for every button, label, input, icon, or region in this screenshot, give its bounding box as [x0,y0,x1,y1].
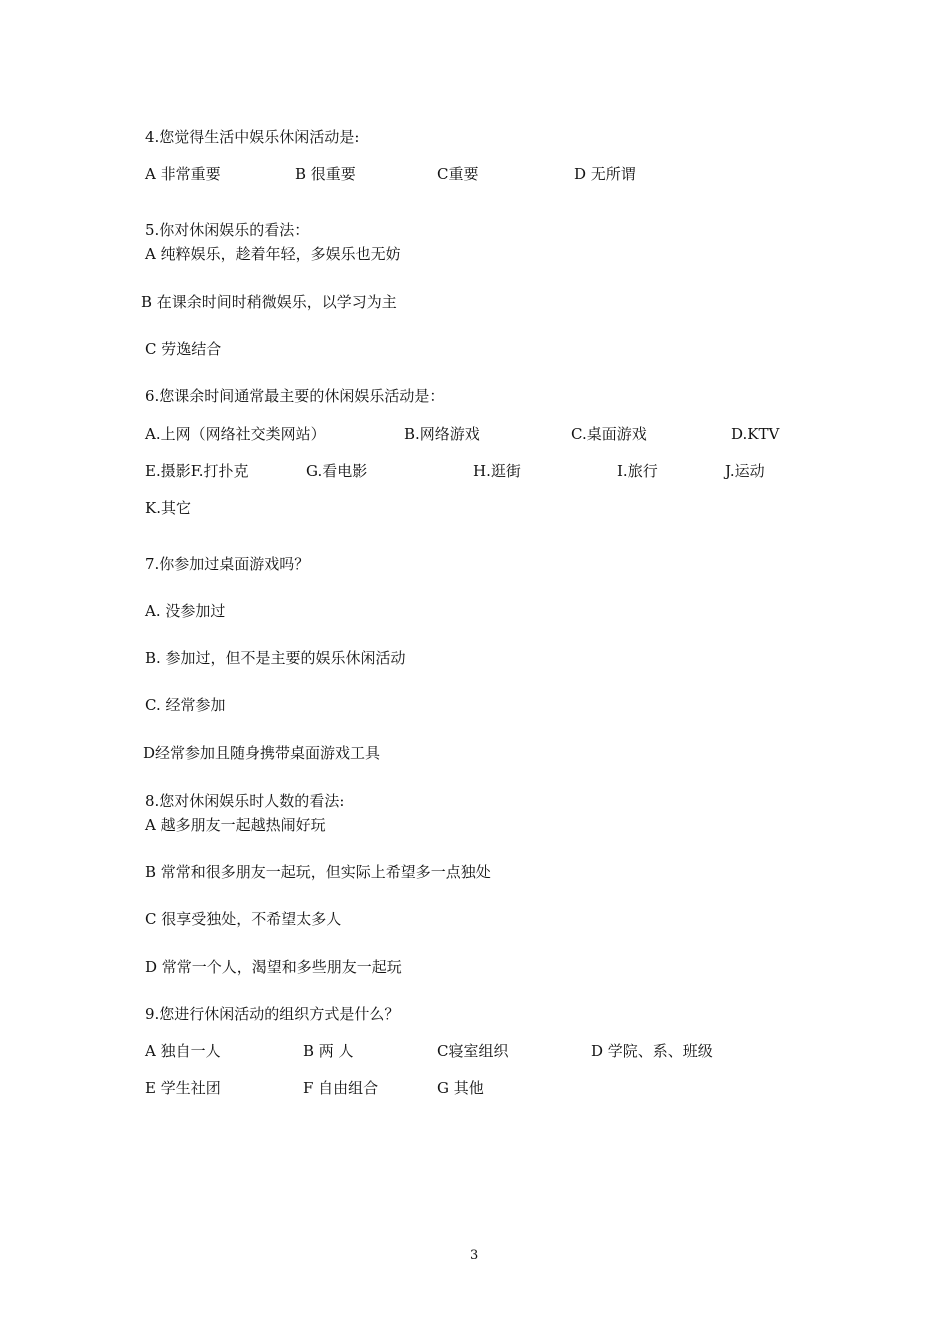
q7-option-b: B. 参加过，但不是主要的娱乐休闲活动 [145,649,406,667]
q6-option-g: G.看电影 [306,462,368,480]
question-8-title: 8.您对休闲娱乐时人数的看法: [145,792,345,810]
q7-option-c: C. 经常参加 [145,696,226,714]
q9-option-b: B 两 人 [303,1042,354,1060]
question-5-title: 5.你对休闲娱乐的看法： [145,221,310,239]
q4-option-c: C重要 [437,165,479,183]
q6-option-j: J.运动 [725,462,765,480]
q7-option-a: A. 没参加过 [145,602,226,620]
q4-option-d: D 无所谓 [574,165,636,183]
q5-option-b: B 在课余时间时稍微娱乐，以学习为主 [141,293,397,311]
q9-option-e: E 学生社团 [145,1079,221,1097]
q9-option-c: C寝室组织 [437,1042,509,1060]
q6-option-h: H.逛街 [473,462,521,480]
question-7-title: 7.你参加过桌面游戏吗？ [145,555,310,573]
q4-option-b: B 很重要 [295,165,356,183]
q9-option-d: D 学院、系、班级 [591,1042,713,1060]
page-number: 3 [470,1248,479,1263]
q7-option-d: D经常参加且随身携带桌面游戏工具 [143,744,381,762]
q9-option-g: G 其他 [437,1079,484,1097]
q8-option-a: A 越多朋友一起越热闹好玩 [145,816,326,834]
q6-option-k: K.其它 [145,499,191,517]
question-6-title: 6.您课余时间通常最主要的休闲娱乐活动是： [145,387,445,405]
q6-option-a: A.上网（网络社交类网站） [145,425,326,443]
q8-option-d: D 常常一个人，渴望和多些朋友一起玩 [145,958,402,976]
q5-option-c: C 劳逸结合 [145,340,222,358]
q9-option-f: F 自由组合 [303,1079,379,1097]
q6-option-e-f: E.摄影F.打扑克 [145,462,249,480]
q6-option-i: I.旅行 [617,462,658,480]
q6-option-c: C.桌面游戏 [571,425,647,443]
question-9-title: 9.您进行休闲活动的组织方式是什么？ [145,1005,400,1023]
q8-option-c: C 很享受独处，不希望太多人 [145,910,342,928]
q4-option-a: A 非常重要 [145,165,221,183]
question-4-title: 4.您觉得生活中娱乐休闲活动是: [145,128,360,146]
q5-option-a: A 纯粹娱乐，趁着年轻，多娱乐也无妨 [145,245,401,263]
q6-option-d: D.KTV [731,425,780,443]
q9-option-a: A 独自一人 [145,1042,221,1060]
q6-option-b: B.网络游戏 [404,425,480,443]
q8-option-b: B 常常和很多朋友一起玩，但实际上希望多一点独处 [145,863,491,881]
